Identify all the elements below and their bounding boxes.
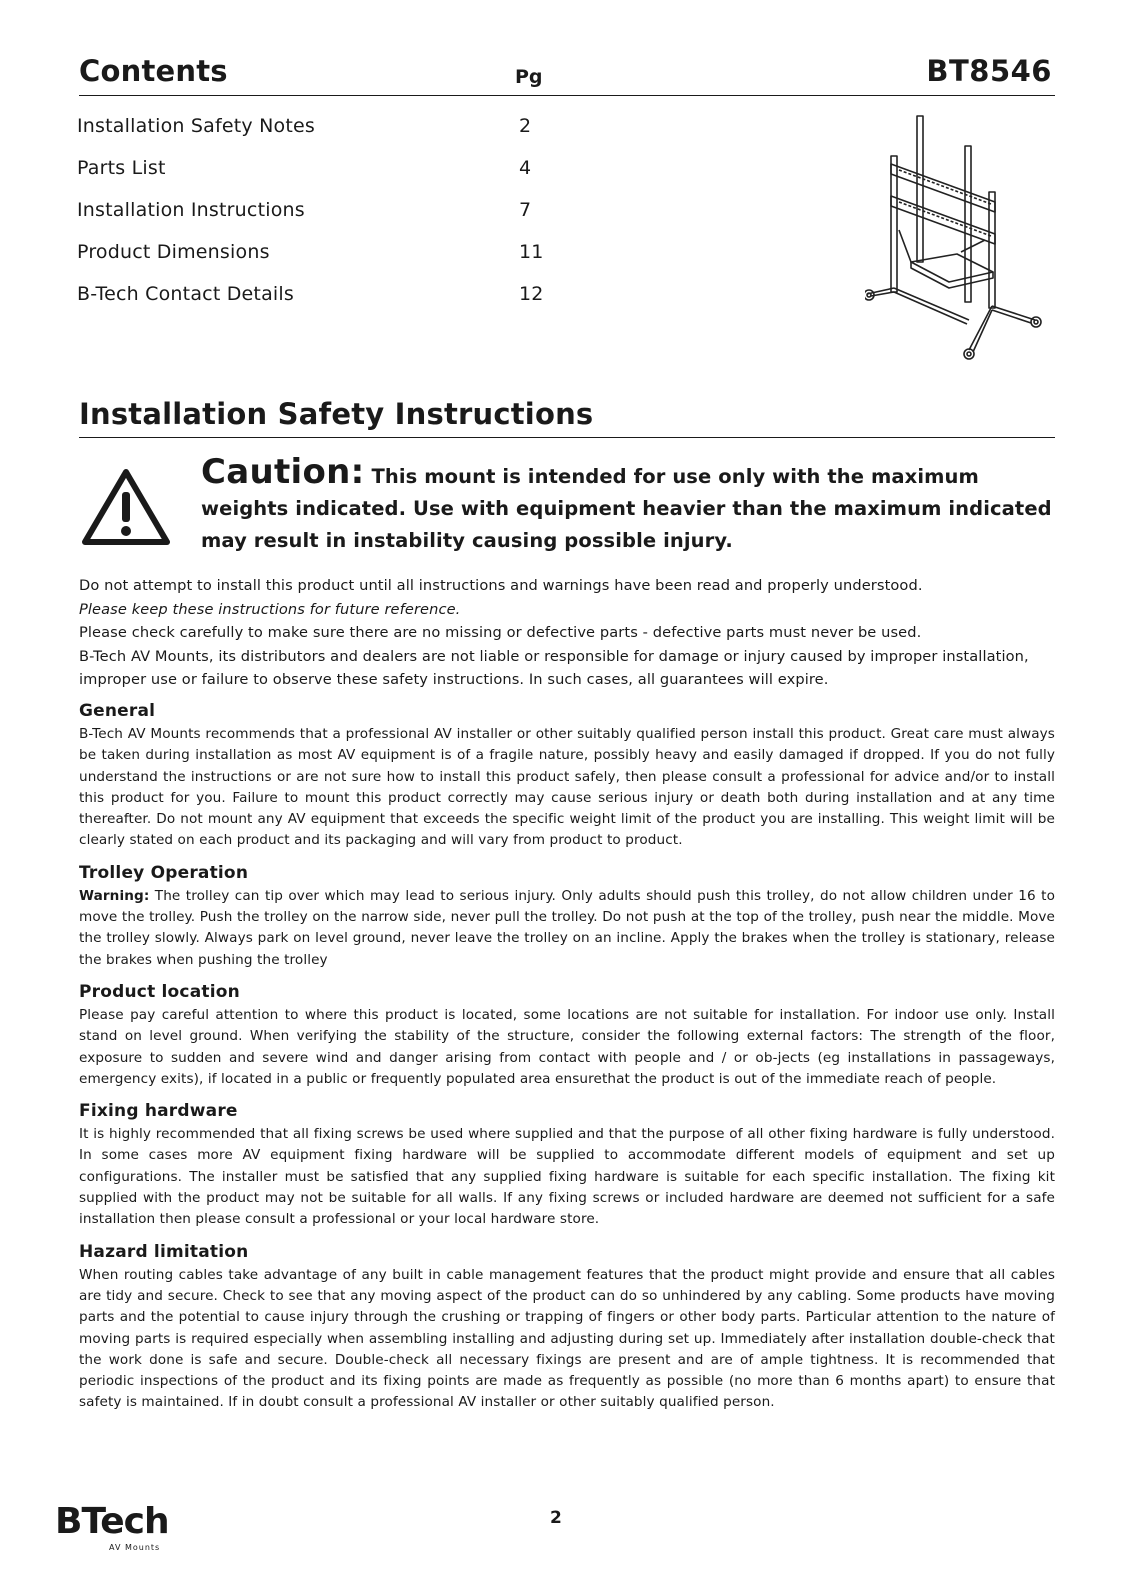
- section-body: It is highly recommended that all fixing screws be used where supplied and that the purpose of all other fixing hardware is fully understood. In some cases more AV equipment fixing hardware will be supplied to accommodate different models of equipment and set up configurations. The installer must be satisfied that any supplied fixing hardware is suitable for each specific installation. The fixing kit supplied with the product may not be suitable for all walls. If any fixing screws or included hardware are deemed not sufficient for a safe installation then please consult a professional or your local hardware store.: [79, 1126, 1055, 1228]
- warning-triangle-icon: [80, 466, 172, 548]
- toc-item-page: 11: [519, 241, 544, 263]
- intro-paragraph: B-Tech AV Mounts, its distributors and dealers are not liable or responsible for damage or injury caused by improper installation, improper use or failure to observe these safety instructions. In such cases, all guarantees will expire.: [79, 647, 1029, 689]
- intro-paragraph: Please check carefully to make sure there are no missing or defective parts - defective parts must never be used.: [79, 624, 922, 642]
- section-body-text: The trolley can tip over which may lead to serious injury. Only adults should push this trolley, do not allow children under 16 to move the trolley. Push the trolley on the narrow side, never pull the trolley. Do not push at the top of the trolley, push near the middle. Move the trolley slowly. Always park on level ground, never leave the trolley on an incline. Apply the brakes when the trolley is stationary, release the brakes when pushing the trolley: [79, 887, 1055, 968]
- section-heading: Product location: [79, 981, 240, 1002]
- section-general: [79, 698, 1055, 852]
- toc-item-page: 4: [519, 157, 532, 179]
- safety-sections: [79, 698, 1055, 1422]
- page-number: 2: [550, 1508, 562, 1528]
- toc-item-label: Installation Instructions: [77, 199, 305, 221]
- safety-divider: [79, 437, 1055, 438]
- section-hazard-limitation: [79, 1239, 1055, 1414]
- btech-logo: [55, 1502, 185, 1562]
- section-heading: Trolley Operation: [79, 862, 249, 883]
- toc-item: [77, 152, 557, 194]
- section-heading: Hazard limitation: [79, 1241, 249, 1262]
- safety-section-title: Installation Safety Instructions: [79, 397, 594, 431]
- caution-label: Caution:: [201, 452, 365, 492]
- warning-label: Warning:: [79, 887, 150, 904]
- intro-paragraph: Do not attempt to install this product until all instructions and warnings have been read and properly understood.: [79, 577, 923, 594]
- toc-item-label: Product Dimensions: [77, 241, 270, 263]
- section-fixing-hardware: [79, 1098, 1055, 1230]
- section-body: B-Tech AV Mounts recommends that a professional AV installer or other suitably qualified person install this product. Great care must always be taken during installation as most AV equipment is of a fragile nature, possibly heavy and easily damaged if dropped. If you do not fully understand the instructions or are not sure how to install this product safely, then please consult a professional for advice and/or to install this product for you. Failure to mount this product correctly may cause serious injury or death both during installation and at any time thereafter. Do not mount any AV equipment that exceeds the specific weight limit of the product you are installing. This weight limit will be clearly stated on each product and its packaging and will vary from product to product.: [79, 726, 1055, 849]
- toc-item: [77, 110, 557, 152]
- toc-item: [77, 236, 557, 278]
- toc-item-page: 12: [519, 283, 544, 305]
- section-trolley-operation: [79, 860, 1055, 971]
- toc-item-page: 2: [519, 115, 532, 137]
- section-body: Please pay careful attention to where this product is located, some locations are not suitable for installation. For indoor use only. Install stand on level ground. When verifying the stability of the structure, consider the following external factors: The strength of the floor, exposure to sudden and severe wind and danger arising from contact with people and / or ob-jects (eg installations in passageways, emergency exits), if located in a public or frequently populated area ensurethat the product is out of the immediate reach of people.: [79, 1006, 1055, 1087]
- section-body: [79, 886, 1055, 971]
- caution-statement: [201, 452, 1061, 557]
- intro-paragraph: Please keep these instructions for future reference.: [79, 600, 461, 618]
- toc-item-label: Installation Safety Notes: [77, 115, 315, 137]
- toc-item-label: B-Tech Contact Details: [77, 283, 294, 305]
- contents-title: Contents: [79, 54, 228, 88]
- section-heading: Fixing hardware: [79, 1101, 238, 1122]
- model-number: BT8546: [926, 54, 1052, 88]
- page-column-heading: Pg: [515, 66, 543, 88]
- section-body: When routing cables take advantage of any built in cable management features that the product might provide and ensure that all cables are tidy and secure. Check to see that any moving aspect of the product can do so unhindered by any cabling. Some products have moving parts and the potential to cause injury through the crushing or trapping of fingers or other body parts. Particular attention to the nature of moving parts is required especially when assembling installing and adjusting during set up. Immediately after installation double-check that the work done is safe and secure. Double-check all necessary fixings are present and are of ample tightness. It is recommended that periodic inspections of the product and its fixing points are made as frequently as possible (no more than 6 months apart) to ensure that safety is maintained. If in doubt consult a professional AV installer or other suitably qualified person.: [79, 1266, 1055, 1411]
- logo-tagline: AV Mounts: [109, 1543, 161, 1552]
- trolley-stand-illustration: [865, 112, 1055, 370]
- logo-wordmark: BTech: [55, 1501, 169, 1542]
- contents-divider: [79, 95, 1055, 96]
- toc-item: [77, 194, 557, 236]
- caution-text: This mount is intended for use only with the maximum weights indicated. Use with equipment heavier than the maximum indicated may result in instability causing possible injury.: [201, 465, 1052, 552]
- table-of-contents: [77, 110, 557, 320]
- section-heading: General: [79, 701, 156, 721]
- safety-intro: [79, 574, 1055, 692]
- toc-item-label: Parts List: [77, 157, 166, 179]
- toc-item-page: 7: [519, 199, 532, 221]
- toc-item: [77, 278, 557, 320]
- section-product-location: [79, 979, 1055, 1090]
